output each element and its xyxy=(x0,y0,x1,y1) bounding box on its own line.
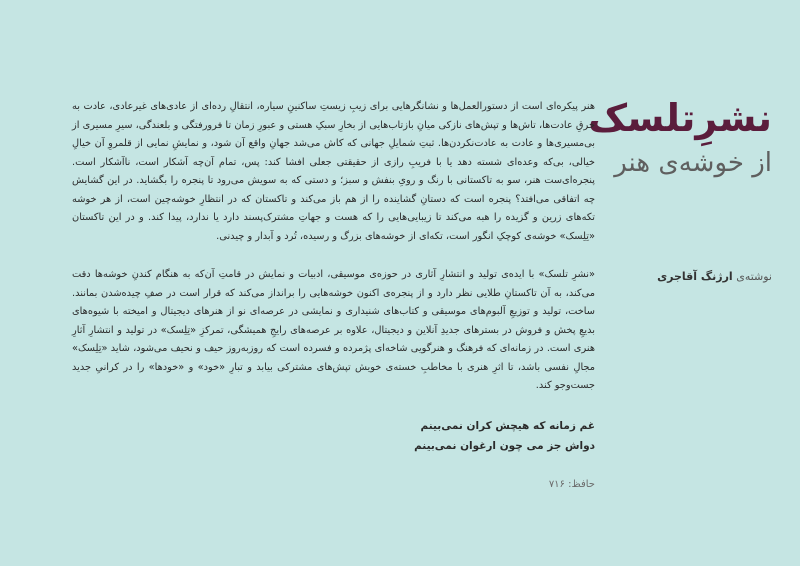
poem-source: حافظ: ۷۱۶ xyxy=(548,478,595,490)
paragraph-publisher: «نشرِ تلسک» با ایده‌ی تولید و انتشارِ آثاری در حوزه‌ی موسیقی، ادبیات و نمایش در قامتِ آن‌که به هنگام کندنِ خوشه‌ها دقت می‌کند، به آن تاکستانِ طلایی نظر دارد و از پنجره‌ی اکنون خوشه‌هایی را برانداز می‌کند که قرار است در صفِ چیده‌شدن بمانند. ساخت، تولید و توزیعِ آلبوم‌های موسیقی و کتاب‌های شنیداری و نمایشی در عرصه‌ای نو از هنرهای دیجیتال و امیخته با شیوه‌های بدیعِ پخش و فروش در بسترهای جدیدِ آنلاین و دیجیتال، علاوه بر عرصه‌های رایجِ همیشگی، تمرکزِ «تِلِسک» در تولید و انتشارِ آثارِ هنری است. در زمانه‌ای که فرهنگ و هنرگویی شاخه‌ای پژمرده و فسرده است که روزبه‌روز حیف و نحیف می‌شود، شاید «تِلِسک» مجالِ نفسی باشد، تا اثرِ هنری با مخاطبِ خسته‌ی خویش تپش‌های مشترکی بیابد و تبارِ «خود» و «خودها» را در کرانیِ جدید جست‌وجو کند. xyxy=(72,269,595,391)
brand-title: نشرِتلسک xyxy=(588,96,772,140)
author-prefix: نوشته‌ی xyxy=(736,270,772,283)
author-credit xyxy=(602,270,772,283)
poem-line-2: دواش جز می چون ارغوان نمی‌بینم xyxy=(414,439,595,452)
paragraph-intro: هنر پیکره‌ای است از دستورالعمل‌ها و نشانگرهایی برای زیبِ زیستِ ساکنینِ سیاره، انتقالِ رده‌ای از عادی‌های غیرعادی، عادت به خرقِ عادت‌ها، تاش‌ها و تپش‌های نازکی میانِ بازتاب‌هایی از بخارِ سبکِ هستی و عبورِ زمان تا فرورفتگی و بلعندگی، سیرِ مسیری از بی‌مسیری‌ها و عادت به عادت‌نکردن‌ها. ثبتِ شمایلِ جهانی که کاش می‌شد جهانِ واقع آن شود، و نمایشِ نمایی از قلمروِ آن خیالِ خیالی، بی‌که وعده‌ای شسته دهد یا با فریبِ رازی از حقیقتی جعلی افشا کند: پس، تمام آن‌چه آشکار است، ناآشکار است. پنجره‌ای‌ست هنر، سو به تاکستانی با رنگ و رویِ بنفش و سبز؛ و دستی که به سویش می‌رود تا پنجره را بگشاید. در این گشایش چه اتفاقی می‌افتد؟ پنجره است که دستانِ گشاینده را از هم باز می‌کند و تاکستان که در انتظارِ خوشه‌چین است، از هر خوشه تکه‌های زرین و گزیده را هبه می‌کند تا زیبایی‌هایی را که هست و جهاتِ مشترک‌پسند دارد یا ندارد، پیدا کند. و در این تاکستان «تِلِسک» خوشه‌ی کوچکِ انگور است، تکه‌ای از خوشه‌های بزرگ و رسیده، تُرد و آبدار و چیدنی. xyxy=(72,101,595,242)
poem xyxy=(72,416,595,456)
poem-line-1: غم زمانه که هیچش کران نمی‌بینم xyxy=(420,419,595,432)
author-name: ارژنگ آقاجری xyxy=(657,270,733,283)
brand-subtitle: از خوشه‌ی هنر xyxy=(614,148,772,178)
main-text xyxy=(72,98,595,494)
brand-block xyxy=(588,96,772,283)
